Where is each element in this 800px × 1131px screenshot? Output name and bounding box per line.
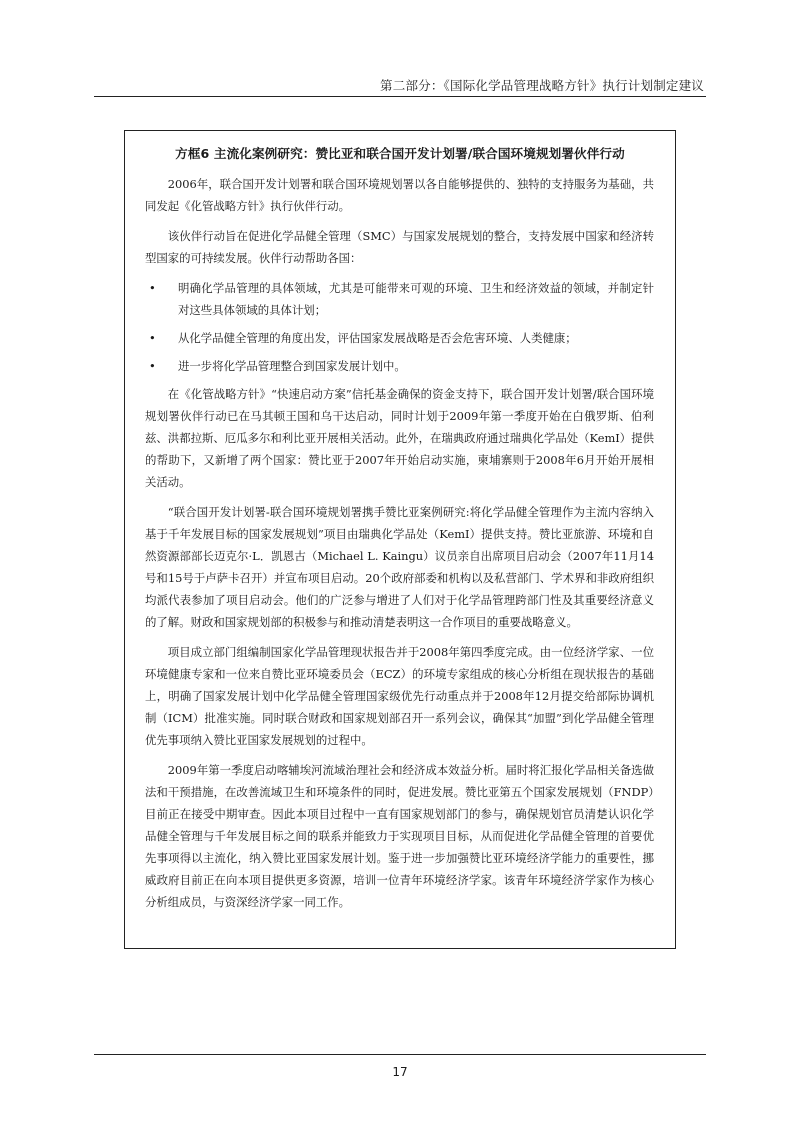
- bullet-icon: •: [149, 331, 156, 345]
- box-title: 方框6 主流化案例研究：赞比亚和联合国开发计划署/联合国环境规划署伙伴行动: [175, 146, 625, 161]
- header-divider: [94, 96, 706, 97]
- paragraph: 该伙伴行动旨在促进化学品健全管理（SMC）与国家发展规划的整合，支持发展中国家和经济转型国家的可持续发展。伙伴行动帮助各国：: [145, 229, 654, 265]
- list-item: [145, 355, 654, 377]
- bullet-icon: •: [149, 359, 156, 373]
- list-item-text: 从化学品健全管理的角度出发，评估国家发展战略是否会危害环境、人类健康；: [178, 331, 577, 345]
- running-header: 第二部分：《国际化学品管理战略方针》执行计划制定建议: [380, 78, 704, 93]
- paragraph: “联合国开发计划署-联合国环境规划署携手赞比亚案例研究:将化学品健全管理作为主流内容纳入基于千年发展目标的国家发展规划”项目由瑞典化学品处（KemI）提供支持。赞比亚旅游、环境和自然资源部部长迈克尔·L．凯恩古（Michael L. Kaingu）议员亲自出席项目启动会（2007年11月14号和15号于卢萨卡召开）并宣布项目启动。20个政府部委和机构以及私营部门、学术界和非政府组织均派代表参加了项目启动会。他们的广泛参与增进了人们对于化学品管理跨部门性及其重要经济意义的了解。财政和国家规划部的积极参与和推动清楚表明这一合作项目的重要战略意义。: [145, 505, 654, 629]
- case-study-box: [124, 130, 676, 949]
- list-item-text: 明确化学品管理的具体领域，尤其是可能带来可观的环境、卫生和经济效益的领域，并制定针对这些具体领域的具体计划；: [178, 281, 654, 317]
- list-item-text: 进一步将化学品管理整合到国家发展计划中。: [178, 359, 406, 373]
- paragraph: 2009年第一季度启动喀辅埃河流域治理社会和经济成本效益分析。届时将汇报化学品相关备选做法和干预措施，在改善流域卫生和环境条件的同时，促进发展。赞比亚第五个国家发展规划（FNDP）目前正在接受中期审查。因此本项目过程中一直有国家规划部门的参与，确保规划官员清楚认识化学品健全管理与千年发展目标之间的联系并能致力于实现项目目标，从而促进化学品健全管理的首要优先事项得以主流化，纳入赞比亚国家发展计划。鉴于进一步加强赞比亚环境经济学能力的重要性，挪威政府目前正在向本项目提供更多资源，培训一位青年环境经济学家。该青年环境经济学家作为核心分析组成员，与资深经济学家一同工作。: [145, 763, 654, 909]
- paragraph: 在《化管战略方针》“快速启动方案”信托基金确保的资金支持下，联合国开发计划署/联合国环境规划署伙伴行动已在马其顿王国和乌干达启动，同时计划于2009年第一季度开始在白俄罗斯、伯利兹、洪都拉斯、厄瓜多尔和利比亚开展相关活动。此外，在瑞典政府通过瑞典化学品处（KemI）提供的帮助下，又新增了两个国家：赞比亚于2007年开始启动实施，柬埔寨则于2008年6月开始开展相关活动。: [145, 387, 654, 489]
- box-content: [145, 173, 654, 921]
- footer-divider: [94, 1054, 706, 1055]
- bullet-icon: •: [149, 281, 156, 295]
- paragraph: 项目成立部门组编制国家化学品管理现状报告并于2008年第四季度完成。由一位经济学家、一位环境健康专家和一位来自赞比亚环境委员会（ECZ）的环境专家组成的核心分析组在现状报告的基础上，明确了国家发展计划中化学品健全管理国家级优先行动重点并于2008年12月提交给部际协调机制（ICM）批准实施。同时联合财政和国家规划部召开一系列会议，确保其“加盟”到化学品健全管理优先事项纳入赞比亚国家发展规划的过程中。: [145, 645, 654, 747]
- list-item: [145, 327, 654, 349]
- page-number: 17: [392, 1065, 408, 1079]
- paragraph: 2006年，联合国开发计划署和联合国环境规划署以各自能够提供的、独特的支持服务为基础，共同发起《化管战略方针》执行伙伴行动。: [145, 177, 654, 213]
- bullet-list: [145, 277, 654, 377]
- list-item: [145, 277, 654, 321]
